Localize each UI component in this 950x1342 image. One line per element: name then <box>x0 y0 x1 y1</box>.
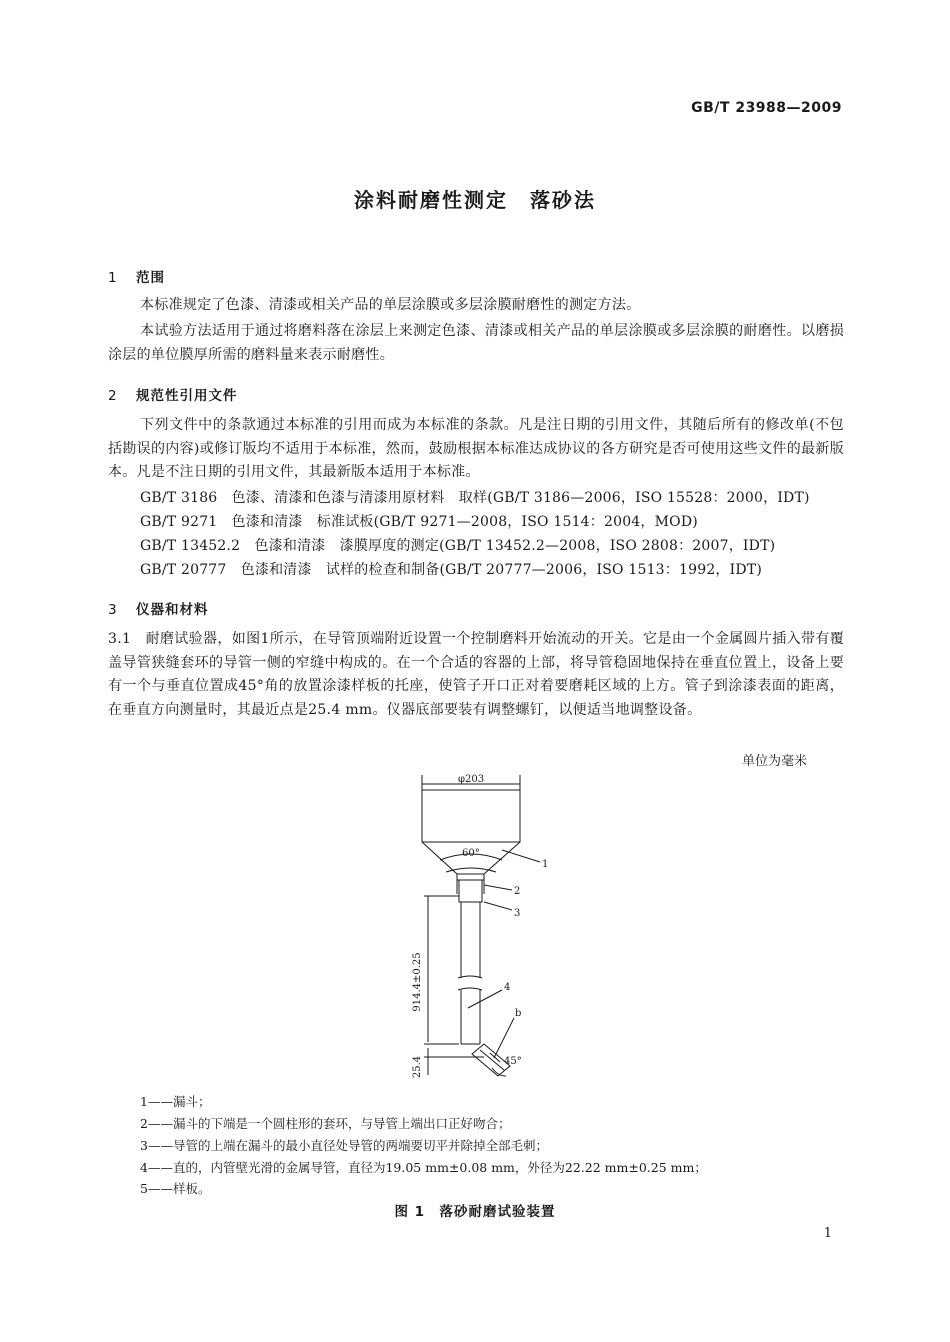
figure-legend-item: 1——漏斗； <box>140 1094 211 1109</box>
callout-2: 2 <box>514 886 521 897</box>
callout-4: 4 <box>504 982 511 993</box>
section-title: 规范性引用文件 <box>136 388 238 404</box>
tilt-label: 45° <box>504 1056 522 1067</box>
section-2-intro: 下列文件中的条款通过本标准的引用而成为本标准的条款。凡是注日期的引用文件，其随后所有的修改单(不包括勘误的内容)或修订版均不适用于本标准，然而，鼓励根据本标准达成协议的各方研究是否可使用这些文件的最新版本。凡是不注日期的引用文件，其最新版本适用于本标准。 <box>108 417 844 480</box>
section-number: 1 <box>108 270 118 286</box>
reference-item: GB/T 20777 色漆和清漆 试样的检查和制备(GB/T 20777—2006，ISO 1513：1992，IDT) <box>140 562 762 578</box>
unit-note: 单位为毫米 <box>742 754 808 769</box>
section-1-paragraph-2: 本试验方法适用于通过将磨料落在涂层上来测定色漆、清漆或相关产品的单层涂膜或多层涂膜的耐磨性。以磨损涂层的单位膜厚所需的磨料量来表示耐磨性。 <box>108 323 844 363</box>
reference-item: GB/T 9271 色漆和清漆 标准试板(GB/T 9271—2008，ISO 1514：2004，MOD) <box>140 514 698 530</box>
section-1-paragraph-1: 本标准规定了色漆、清漆或相关产品的单层涂膜或多层涂膜耐磨性的测定方法。 <box>140 297 641 313</box>
section-number: 3 <box>108 602 118 618</box>
standard-code: GB/T 23988—2009 <box>691 100 842 116</box>
height-label: 914.4±0.25 <box>412 952 423 1012</box>
figure-legend-item: 3——导管的上端在漏斗的最小直径处导管的两端要切平并除掉全部毛刺； <box>140 1138 548 1153</box>
figure-legend-item: 5——样板。 <box>140 1181 211 1196</box>
clause-3-1: 3.1 耐磨试验器，如图1所示，在导管顶端附近设置一个控制磨料开始流动的开关。它是由一个金属圆片插入带有覆盖导管狭缝套环的导管一侧的窄缝中构成的。在一个合适的容器的上部，将导管稳固地保持在垂直位置上，设备上要有一个与垂直位置成45°角的放置涂漆样板的托座，使管子开口正对着要磨耗区域的上方。管子到涂漆表面的距离，在垂直方向测量时，其最近点是25.4 mm。仪器底部要装有调整螺钉，以便适当地调整设备。 <box>108 631 844 718</box>
page-number: 1 <box>823 1226 832 1241</box>
section-title: 范围 <box>136 270 165 286</box>
figure-legend-item: 2——漏斗的下端是一个圆柱形的套环，与导管上端出口正好吻合； <box>140 1116 511 1131</box>
diameter-label: φ203 <box>458 774 485 785</box>
section-2-heading <box>108 384 238 404</box>
callout-b: b <box>515 1008 522 1019</box>
gap-label: 25.4 <box>412 1055 423 1079</box>
reference-item: GB/T 13452.2 色漆和清漆 漆膜厚度的测定(GB/T 13452.2—2008，ISO 2808：2007，IDT) <box>140 538 776 554</box>
figure-legend-item: 4——直的，内管壁光滑的金属导管，直径为19.05 mm±0.08 mm，外径为22.22 mm±0.25 mm； <box>140 1160 707 1175</box>
figure-caption: 图 1 落砂耐磨试验装置 <box>394 1204 556 1220</box>
angle-label: 60° <box>462 848 480 859</box>
document-title: 涂料耐磨性测定 落砂法 <box>354 188 596 212</box>
section-number: 2 <box>108 388 118 404</box>
reference-item: GB/T 3186 色漆、清漆和色漆与清漆用原材料 取样(GB/T 3186—2006，ISO 15528：2000，IDT) <box>140 490 810 506</box>
apparatus-figure <box>400 770 580 1090</box>
section-3-heading <box>108 598 209 618</box>
section-1-heading <box>108 266 165 286</box>
callout-1: 1 <box>542 859 549 870</box>
callout-3: 3 <box>514 908 521 919</box>
section-title: 仪器和材料 <box>136 602 209 618</box>
apparatus-drawing <box>400 770 580 1090</box>
